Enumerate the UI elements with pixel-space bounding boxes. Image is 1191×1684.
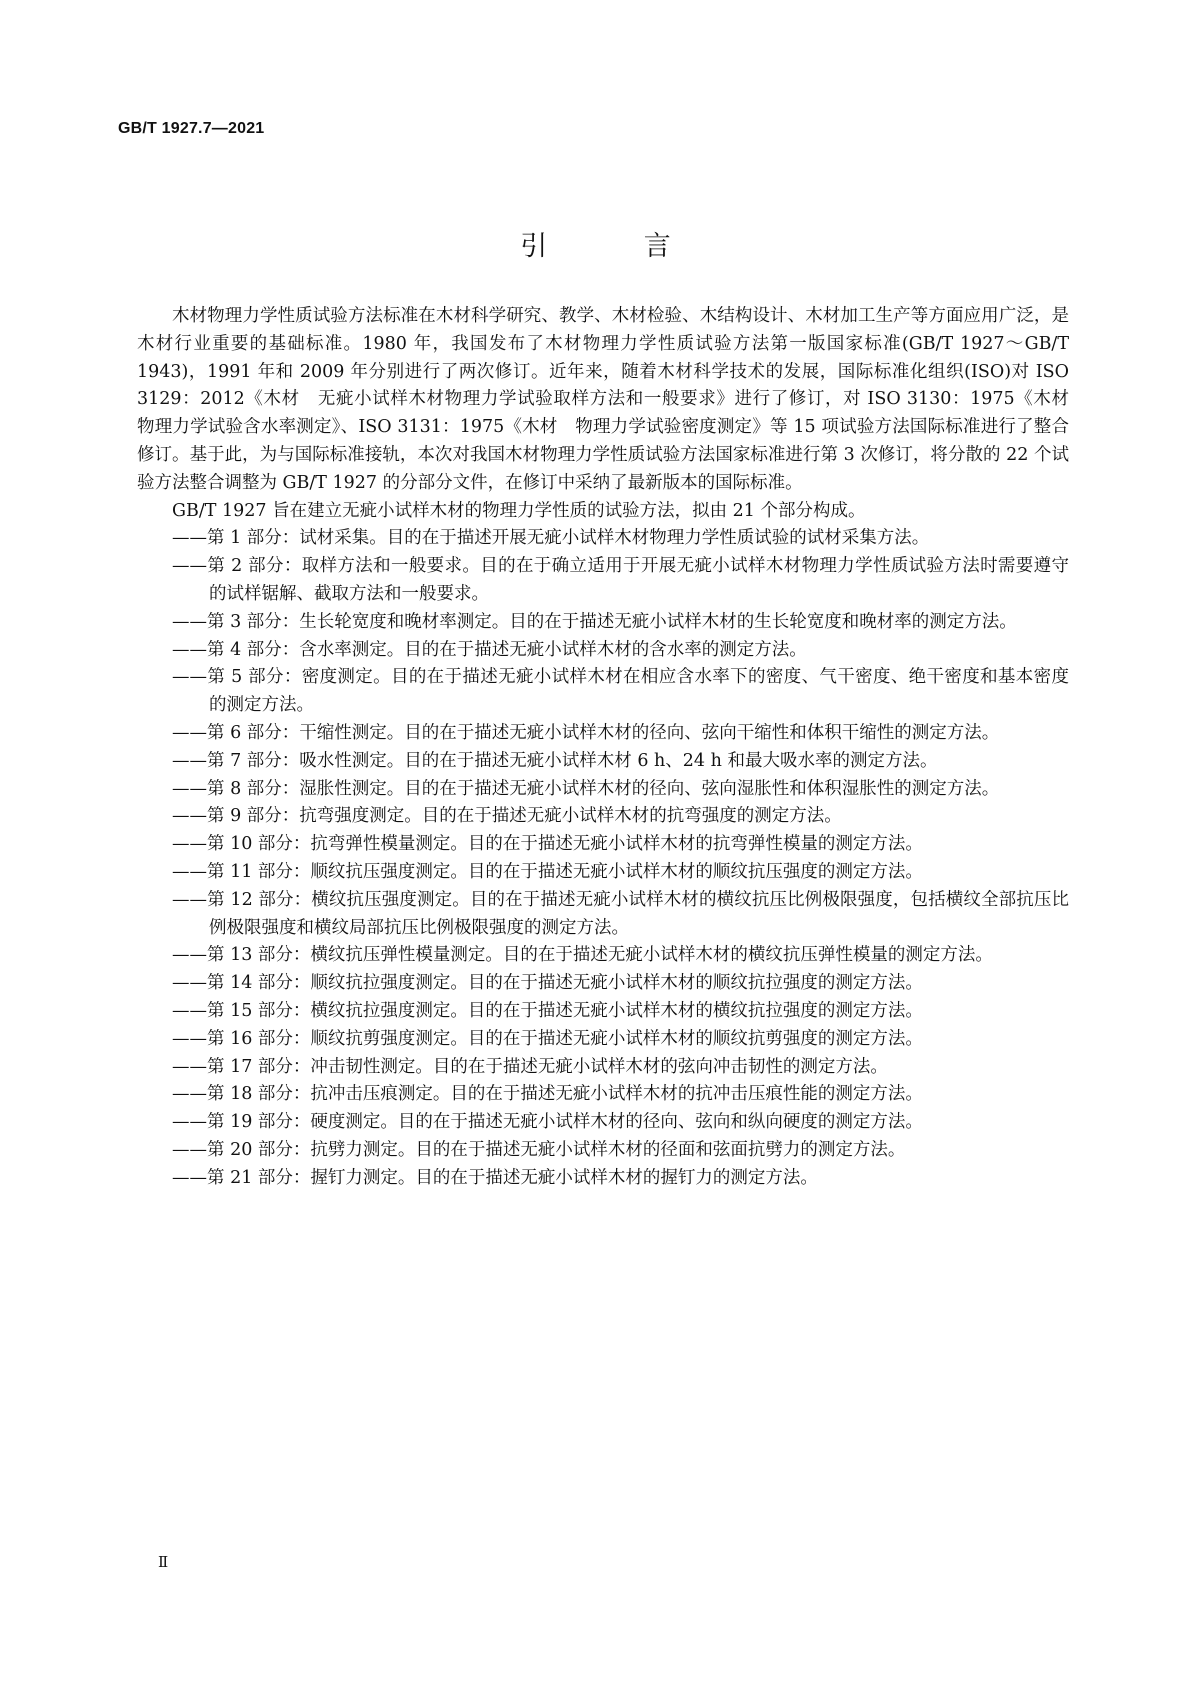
part-item: ——第 1 部分：试材采集。目的在于描述开展无疵小试样木材物理力学性质试验的试材采集方法。 [172,528,930,549]
part-item: ——第 20 部分：抗劈力测定。目的在于描述无疵小试样木材的径面和弦面抗劈力的测定方法。 [172,1139,906,1160]
part-item: ——第 12 部分：横纹抗压强度测定。目的在于描述无疵小试样木材的横纹抗压比例极限强度，包括横纹全部抗压比例极限强度和横纹局部抗压比例极限强度的测定方法。 [172,889,1069,938]
part-item: ——第 17 部分：冲击韧性测定。目的在于描述无疵小试样木材的弦向冲击韧性的测定方法。 [172,1056,888,1077]
page-title: 引 言 [520,231,715,262]
part-item: ——第 11 部分：顺纹抗压强度测定。目的在于描述无疵小试样木材的顺纹抗压强度的测定方法。 [172,861,923,882]
part-item: ——第 8 部分：湿胀性测定。目的在于描述无疵小试样木材的径向、弦向湿胀性和体积湿胀性的测定方法。 [172,778,1000,799]
part-item: ——第 13 部分：横纹抗压弹性模量测定。目的在于描述无疵小试样木材的横纹抗压弹性模量的测定方法。 [172,945,993,966]
part-item: ——第 10 部分：抗弯弹性模量测定。目的在于描述无疵小试样木材的抗弯弹性模量的测定方法。 [172,834,923,855]
scope-paragraph: GB/T 1927 旨在建立无疵小试样木材的物理力学性质的试验方法，拟由 21 个部分构成。 [172,500,866,521]
intro-paragraph: 木材物理力学性质试验方法标准在木材科学研究、教学、木材检验、木结构设计、木材加工生产等方面应用广泛，是木材行业重要的基础标准。1980 年，我国发布了木材物理力学性质试验方法第一版国家标准(GB/T 1927～GB/T 1943)，1991 年和 2009 年分别进行了两次修订。近年来，随着木材科学技术的发展，国际标准化组织(ISO)对 ISO 3129：2012《木材 无疵小试样木材物理力学试验取样方法和一般要求》进行了修订，对 ISO 3130：1975《木材 物理力学试验含水率测定》、ISO 3131：1975《木材 物理力学试验密度测定》等 15 项试验方法国际标准进行了整合修订。基于此，为与国际标准接轨，本次对我国木材物理力学性质试验方法国家标准进行第 3 次修订，将分散的 22 个试验方法整合调整为 GB/T 1927 的分部分文件，在修订中采纳了最新版本的国际标准。 [137,306,1087,493]
part-item: ——第 3 部分：生长轮宽度和晚材率测定。目的在于描述无疵小试样木材的生长轮宽度和晚材率的测定方法。 [172,611,1017,632]
standard-code: GB/T 1927.7—2021 [118,120,265,137]
part-item: ——第 16 部分：顺纹抗剪强度测定。目的在于描述无疵小试样木材的顺纹抗剪强度的测定方法。 [172,1028,923,1049]
part-item: ——第 9 部分：抗弯强度测定。目的在于描述无疵小试样木材的抗弯强度的测定方法。 [172,806,842,827]
part-item: ——第 14 部分：顺纹抗拉强度测定。目的在于描述无疵小试样木材的顺纹抗拉强度的测定方法。 [172,973,923,994]
part-item: ——第 4 部分：含水率测定。目的在于描述无疵小试样木材的含水率的测定方法。 [172,639,807,660]
parts-list [137,525,1069,1192]
page-number: Ⅱ [158,1553,169,1571]
part-item: ——第 5 部分：密度测定。目的在于描述无疵小试样木材在相应含水率下的密度、气干密度、绝干密度和基本密度的测定方法。 [172,667,1069,716]
introduction-body [137,303,1087,1193]
part-item: ——第 6 部分：干缩性测定。目的在于描述无疵小试样木材的径向、弦向干缩性和体积干缩性的测定方法。 [172,722,1000,743]
part-item: ——第 18 部分：抗冲击压痕测定。目的在于描述无疵小试样木材的抗冲击压痕性能的测定方法。 [172,1084,923,1105]
part-item: ——第 19 部分：硬度测定。目的在于描述无疵小试样木材的径向、弦向和纵向硬度的测定方法。 [172,1112,923,1133]
part-item: ——第 2 部分：取样方法和一般要求。目的在于确立适用于开展无疵小试样木材物理力学性质试验方法时需要遵守的试样锯解、截取方法和一般要求。 [172,556,1069,604]
part-item: ——第 21 部分：握钉力测定。目的在于描述无疵小试样木材的握钉力的测定方法。 [172,1167,818,1188]
part-item: ——第 15 部分：横纹抗拉强度测定。目的在于描述无疵小试样木材的横纹抗拉强度的测定方法。 [172,1000,923,1021]
part-item: ——第 7 部分：吸水性测定。目的在于描述无疵小试样木材 6 h、24 h 和最大吸水率的测定方法。 [172,750,938,771]
